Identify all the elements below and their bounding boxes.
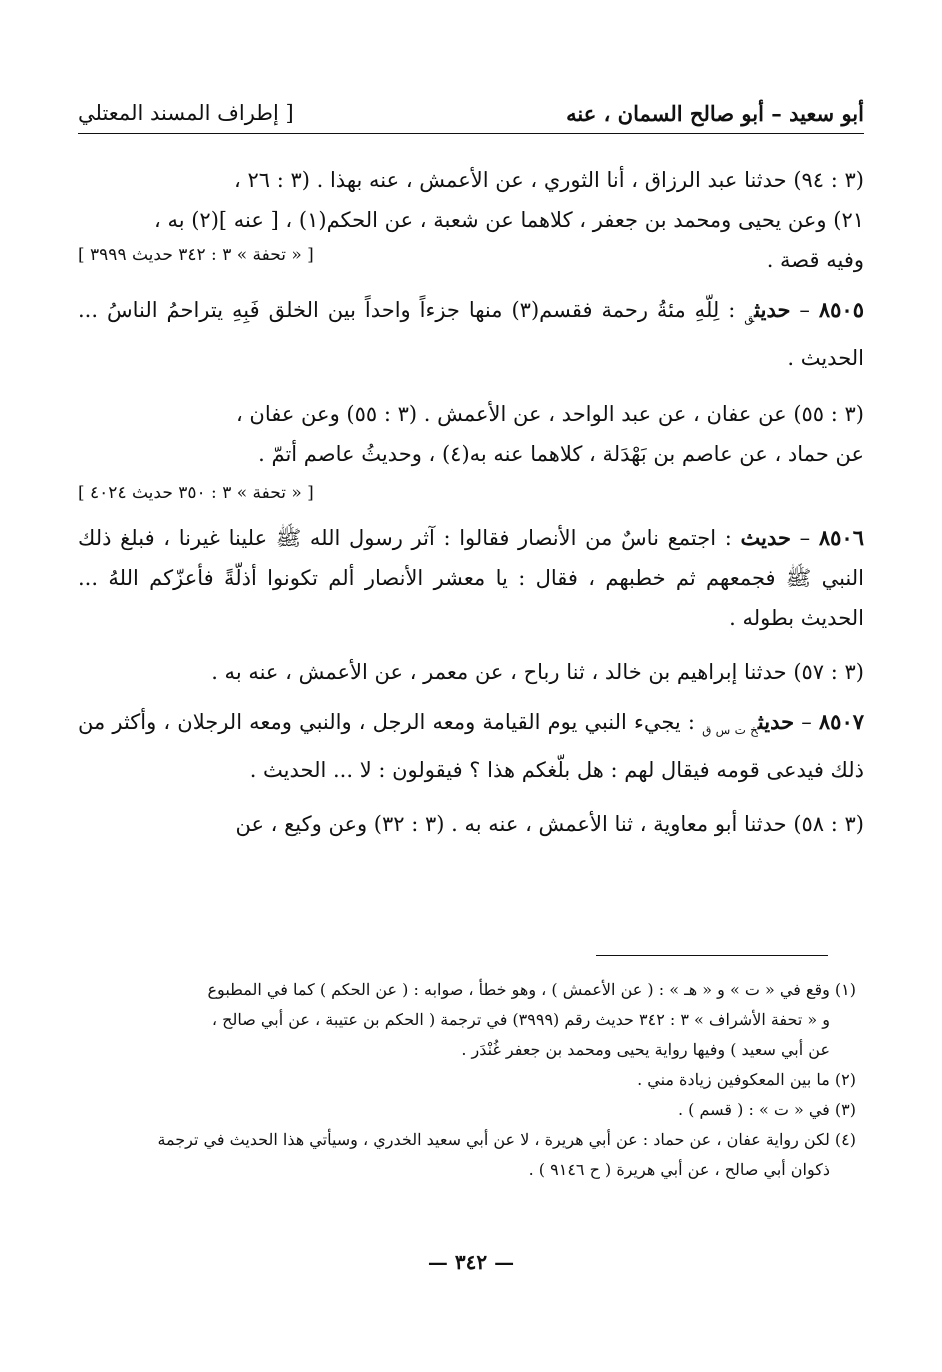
hadith-label: حديث: [757, 709, 795, 735]
hadith-8507: ٨٥٠٧ – حديث$_{خ ت س ق}$ : يجيء النبي يوم القيامة ومعه الرجل ، والنبي ومعه الرجلان ، وأكثر من ذلك فيدعى قومه فيقال لهم : هل بلّغكم هذا ؟ فيقولون : لا ... الحديث .: [78, 709, 865, 783]
footnote-1-cont: عن أبي سعيد ) وفيها رواية يحيى ومحمد بن جعفر غُنْدَر .: [461, 1040, 830, 1059]
hadith-8506: ٨٥٠٦ – حديث : اجتمع ناسٌ من الأنصار فقالوا : آثر رسول الله ﷺ علينا غيرنا ، فبلغ ذلك النبي ﷺ فجمعهم ثم خطبهم ، فقال : يا معشر الأنصار ألم تكونوا أذلّةً فأعزّكم اللهُ ... الحديث بطوله .: [78, 525, 864, 631]
header-chapter-title: أبو سعيد – أبو صالح السمان ، عنه: [566, 100, 864, 126]
tuhfa-reference: [ « تحفة » ٣ : ٣٤٢ حديث ٣٩٩٩ ]: [78, 245, 314, 265]
footnote-1: (١) وقع في « ت » و « هـ » : ( عن الأعمش ) ، وهو خطأ ، صوابه : ( عن الحكم ) كما في المطبوع: [207, 980, 856, 999]
page-number: — ٣٤٢ —: [427, 1250, 515, 1274]
hadith-text: : يجيء النبي يوم القيامة ومعه الرجل ، والنبي ومعه الرجلان ، وأكثر من ذلك فيدعى قومه فيقال لهم : هل بلّغكم هذا ؟ فيقولون : لا ... الحديث .: [78, 710, 864, 783]
tuhfa-reference: [ « تحفة » ٣ : ٣٥٠ حديث ٤٠٢٤ ]: [78, 483, 314, 504]
source-symbol: ق: [744, 311, 755, 326]
text-line: (٣ : ٥٥) عن عفان ، عن عبد الواحد ، عن الأعمش . (٣ : ٥٥) وعن عفان ،: [235, 402, 864, 427]
text-line: (٣ : ٥٧) حدثنا إبراهيم بن خالد ، ثنا رباح ، عن معمر ، عن الأعمش ، عنه به .: [211, 660, 864, 685]
text-line-with-ref: [78, 240, 864, 280]
footnote-4: (٤) لكن رواية عفان ، عن حماد : عن أبي هريرة ، لا عن أبي سعيد الخدري ، وسيأتي هذا الحديث في ترجمة: [157, 1130, 856, 1149]
hadith-number: ٨٥٠٦: [818, 525, 864, 551]
hadith-label: حديث: [754, 297, 791, 322]
footnote-1-cont: و « تحفة الأشراف » ٣ : ٣٤٢ حديث رقم (٣٩٩٩) في ترجمة ( الحكم بن عتيبة ، عن أبي صالح ،: [211, 1010, 830, 1029]
hadith-number: ٨٥٠٧: [818, 709, 865, 735]
text-line: ٢١) وعن يحيى ومحمد بن جعفر ، كلاهما عن شعبة ، عن الحكم(١) ، [ عنه ](٢) به ،: [153, 208, 864, 232]
footnotes: [86, 975, 856, 1185]
hadith-text: : لِلّهِ مئةُ رحمة فقسم(٣) منها جزءاً واحداً بين الخلق فَبِهِ يتراحمُ الناسُ ... الحديث .: [78, 298, 864, 371]
text-line: وفيه قصة .: [766, 248, 864, 272]
text-line: (٣ : ٥٨) حدثنا أبو معاوية ، ثنا الأعمش ، عنه به . (٣ : ٣٢) وعن وكيع ، عن: [235, 812, 864, 837]
hadith-8505: ٨٥٠٥ – حديث$_ق$ : لِلّهِ مئةُ رحمة فقسم(٣) منها جزءاً واحداً بين الخلق فَبِهِ يتراحمُ الناسُ ... الحديث .: [78, 297, 864, 371]
isnad-block-3: [78, 652, 864, 692]
hadith-label: حديث: [740, 525, 791, 551]
isnad-block-4: [78, 804, 864, 844]
footnote-2: (٢) ما بين المعكوفين زيادة مني .: [637, 1070, 856, 1089]
main-text: [78, 160, 864, 854]
hadith-number: ٨٥٠٥: [818, 297, 864, 322]
header-rule: [78, 133, 864, 134]
footnote-4-cont: ذكوان أبي صالح ، عن أبي هريرة ( ح ٩١٤٦ ) .: [528, 1160, 830, 1179]
hadith-text: : اجتمع ناسٌ من الأنصار فقالوا : آثر رسول الله ﷺ علينا غيرنا ، فبلغ ذلك النبي ﷺ فجمعهم ثم خطبهم ، فقال : يا معشر الأنصار ألم تكونوا أذلّةً فأعزّكم اللهُ ... الحديث بطوله .: [78, 526, 864, 631]
isnad-block-1: [78, 160, 864, 280]
footnote-rule: [596, 955, 828, 956]
running-header: [78, 96, 864, 130]
footnote-3: (٣) في « ت » : ( قسم ) .: [677, 1100, 856, 1119]
isnad-block-2: [78, 394, 864, 508]
text-line: عن حماد ، عن عاصم بن بَهْدَلة ، كلاهما عنه به(٤) ، وحديثُ عاصم أتمّ .: [258, 442, 864, 467]
text-line: (٣ : ٩٤) حدثنا عبد الرزاق ، أنا الثوري ، عن الأعمش ، عنه بهذا . (٣ : ٢٦ ،: [234, 168, 864, 192]
source-symbols: خ ت س ق: [702, 723, 758, 738]
header-book-title: [ إطراف المسند المعتلي: [78, 101, 294, 125]
